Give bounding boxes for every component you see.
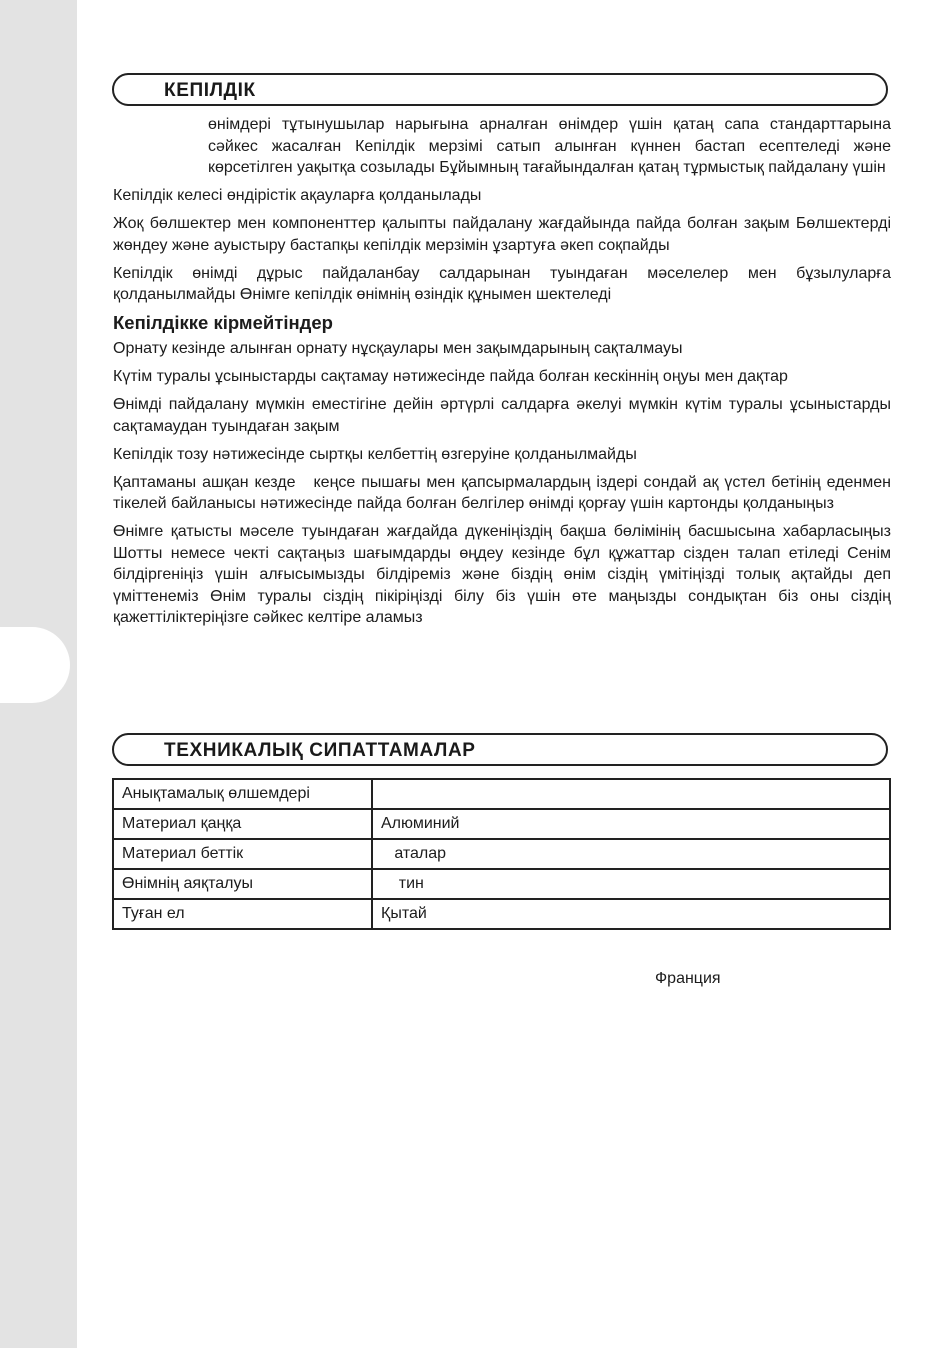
- spec-value: аталар: [372, 839, 890, 869]
- specs-section-header: [112, 733, 888, 766]
- exclusions-paragraph-4: Кепілдік тозу нәтижесінде сыртқы келбеттің өзгеруіне қолданылмайды: [113, 445, 637, 463]
- exclusions-paragraph-3: Өнімді пайдалану мүмкін еместігіне дейін әртүрлі салдарға әкелуі мүмкін күтім туралы ұсыныстарды сақтамаудан туындаған зақым: [113, 396, 891, 435]
- exclusions-heading: Кепілдікке кірмейтіндер: [113, 312, 333, 333]
- spec-label: Материал қаңқа: [113, 809, 372, 839]
- spec-label: Материал беттік: [113, 839, 372, 869]
- spec-value: [372, 779, 890, 809]
- warranty-paragraph-4: Кепілдік өнімді дұрыс пайдаланбау салдарынан туындаған мәселелер мен бұзылуларға қолданылмайды Өнімге кепілдік өнімнің өзіндік құнымен шектеледі: [113, 264, 891, 303]
- spec-label: Өнімнің аяқталуы: [113, 869, 372, 899]
- exclusions-paragraph-6: Өнімге қатысты мәселе туындаған жағдайда дүкеніңіздің бақша бөлімінің басшысына хабарласыңыз Шотты немесе чекті сақтаңыз шағымдарды өңдеу кезінде бұл құжаттар сізден талап етіледі Сенім білдіргеніңіз үшін алғысымызды білдіреміз және біздің өнім сіздің үмітіңізді толық ақтайды деп үміттенеміз Өнім туралы сіздің пікіріңізді білу біз үшін өте маңызды сондықтан біз оны сіздің қажеттіліктеріңізге сәйкес келтіре аламыз: [113, 523, 891, 626]
- table-row: [113, 779, 890, 809]
- spec-value: Қытай: [372, 899, 890, 929]
- specs-table: [112, 778, 891, 930]
- footer-country: Франция: [655, 970, 721, 987]
- exclusions-paragraph-5-rest: кеңсе пышағы мен қапсырмалардың іздері сондай ақ үстел бетінің еденмен тікелей байланысы нәтижесінде пайда болған белгілер өнімді қорғау үшін картонды қолданыңыз: [113, 473, 891, 512]
- spec-label: Анықтамалық өлшемдері: [113, 779, 372, 809]
- exclusions-paragraph-1: Орнату кезінде алынған орнату нұсқаулары мен зақымдарының сақталмауы: [113, 340, 683, 357]
- warranty-content: [113, 114, 891, 635]
- exclusions-paragraph-5-start: Қаптаманы ашқан кезде: [113, 473, 296, 491]
- warranty-section-header: [112, 73, 888, 106]
- table-row: [113, 809, 890, 839]
- table-row: [113, 839, 890, 869]
- exclusions-paragraph-5: [113, 472, 891, 515]
- warranty-title: КЕПІЛДІК: [164, 80, 256, 101]
- table-row: [113, 869, 890, 899]
- specs-title: ТЕХНИКАЛЫҚ СИПАТТАМАЛАР: [164, 740, 476, 761]
- exclusions-paragraph-2: Күтім туралы ұсыныстарды сақтамау нәтижесінде пайда болған кескіннің оңуы мен дақтар: [113, 368, 788, 385]
- table-row: [113, 899, 890, 929]
- spec-label: Туған ел: [113, 899, 372, 929]
- warranty-paragraph-1: өнімдері тұтынушылар нарығына арналған өнімдер үшін қатаң сапа стандарттарына сәйкес жасалған Кепілдік мерзімі сатып алынған күннен бастап есептеледі және көрсетілген уақытқа созылады Бұйымның тағайындалған қатаң тұрмыстық пайдалану үшін: [208, 116, 891, 176]
- spec-value: тин: [372, 869, 890, 899]
- spec-value: Алюминий: [372, 809, 890, 839]
- warranty-paragraph-3: Жоқ бөлшектер мен компоненттер қалыпты пайдалану жағдайында пайда болған зақым Бөлшектерді жөндеу және ауыстыру бастапқы кепілдік мерзімін ұзартуға әкеп соқпайды: [113, 215, 891, 254]
- warranty-paragraph-2: Кепілдік келесі өндірістік ақауларға қолданылады: [113, 187, 482, 204]
